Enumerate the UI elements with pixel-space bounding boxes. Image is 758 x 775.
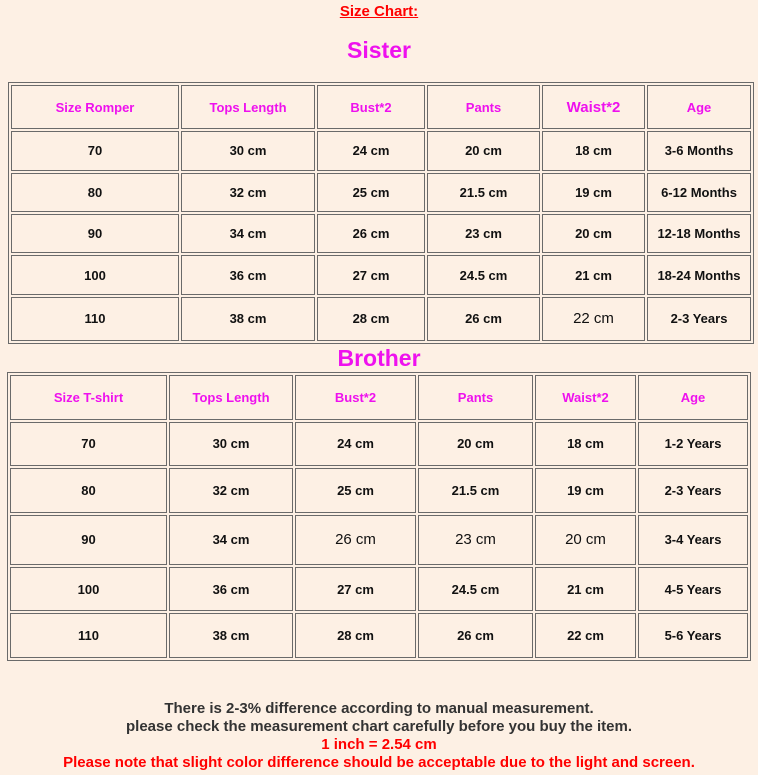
notes-block bbox=[0, 700, 758, 772]
table-cell: 24 cm bbox=[317, 131, 425, 170]
table-cell: 38 cm bbox=[169, 613, 293, 658]
brother-title: Brother bbox=[337, 345, 421, 371]
table-cell: 25 cm bbox=[295, 468, 416, 513]
table-row bbox=[11, 297, 751, 341]
size-chart-title: Size Chart: bbox=[339, 3, 419, 20]
header-cell: Pants bbox=[427, 85, 540, 129]
table-cell: 27 cm bbox=[295, 567, 416, 612]
table-row bbox=[11, 214, 751, 253]
table-cell: 12-18 Months bbox=[647, 214, 751, 253]
table-cell: 22 cm bbox=[542, 297, 645, 341]
table-row bbox=[10, 515, 748, 565]
table-row bbox=[11, 131, 751, 170]
table-cell: 26 cm bbox=[295, 515, 416, 565]
table-cell: 30 cm bbox=[181, 131, 315, 170]
table-cell: 25 cm bbox=[317, 173, 425, 212]
table-cell: 70 bbox=[10, 422, 167, 467]
table-cell: 100 bbox=[11, 255, 179, 294]
table-cell: 38 cm bbox=[181, 297, 315, 341]
table-cell: 5-6 Years bbox=[638, 613, 748, 658]
sister-size-table bbox=[8, 82, 754, 344]
table-cell: 110 bbox=[11, 297, 179, 341]
table-cell: 6-12 Months bbox=[647, 173, 751, 212]
header-cell: Bust*2 bbox=[317, 85, 425, 129]
table-header-row bbox=[11, 85, 751, 129]
table-cell: 19 cm bbox=[542, 173, 645, 212]
table-cell: 32 cm bbox=[169, 468, 293, 513]
table-cell: 27 cm bbox=[317, 255, 425, 294]
header-cell: Pants bbox=[418, 375, 533, 420]
note-inch-conversion: 1 inch = 2.54 cm bbox=[321, 736, 437, 753]
table-cell: 34 cm bbox=[181, 214, 315, 253]
table-cell: 4-5 Years bbox=[638, 567, 748, 612]
table-cell: 24.5 cm bbox=[418, 567, 533, 612]
table-cell: 1-2 Years bbox=[638, 422, 748, 467]
table-cell: 19 cm bbox=[535, 468, 636, 513]
table-cell: 26 cm bbox=[418, 613, 533, 658]
table-cell: 110 bbox=[10, 613, 167, 658]
table-cell: 28 cm bbox=[295, 613, 416, 658]
table-cell: 80 bbox=[10, 468, 167, 513]
table-cell: 20 cm bbox=[427, 131, 540, 170]
note-color-difference: Please note that slight color difference should be acceptable due to the light and screen. bbox=[63, 754, 695, 771]
brother-size-table bbox=[7, 372, 751, 661]
header-cell: Tops Length bbox=[169, 375, 293, 420]
table-cell: 18 cm bbox=[535, 422, 636, 467]
table-cell: 34 cm bbox=[169, 515, 293, 565]
table-cell: 100 bbox=[10, 567, 167, 612]
header-cell: Tops Length bbox=[181, 85, 315, 129]
table-cell: 90 bbox=[11, 214, 179, 253]
note-manual-measurement: There is 2-3% difference according to manual measurement. bbox=[164, 700, 594, 717]
sister-title: Sister bbox=[347, 37, 411, 63]
table-cell: 21.5 cm bbox=[418, 468, 533, 513]
header-cell: Waist*2 bbox=[542, 85, 645, 129]
table-cell: 20 cm bbox=[535, 515, 636, 565]
table-cell: 24.5 cm bbox=[427, 255, 540, 294]
table-cell: 2-3 Years bbox=[647, 297, 751, 341]
header-cell: Bust*2 bbox=[295, 375, 416, 420]
table-cell: 21 cm bbox=[542, 255, 645, 294]
table-cell: 21 cm bbox=[535, 567, 636, 612]
table-cell: 70 bbox=[11, 131, 179, 170]
table-row bbox=[10, 422, 748, 467]
table-cell: 2-3 Years bbox=[638, 468, 748, 513]
table-cell: 21.5 cm bbox=[427, 173, 540, 212]
table-cell: 28 cm bbox=[317, 297, 425, 341]
table-cell: 26 cm bbox=[427, 297, 540, 341]
table-cell: 30 cm bbox=[169, 422, 293, 467]
table-cell: 22 cm bbox=[535, 613, 636, 658]
table-cell: 26 cm bbox=[317, 214, 425, 253]
table-cell: 36 cm bbox=[169, 567, 293, 612]
table-cell: 80 bbox=[11, 173, 179, 212]
table-cell: 3-6 Months bbox=[647, 131, 751, 170]
header-cell: Size T-shirt bbox=[10, 375, 167, 420]
header-cell: Waist*2 bbox=[535, 375, 636, 420]
table-header-row bbox=[10, 375, 748, 420]
table-row bbox=[10, 567, 748, 612]
table-cell: 18 cm bbox=[542, 131, 645, 170]
table-cell: 23 cm bbox=[427, 214, 540, 253]
note-check-chart: please check the measurement chart carefully before you buy the item. bbox=[125, 718, 632, 735]
table-cell: 20 cm bbox=[542, 214, 645, 253]
header-cell: Age bbox=[638, 375, 748, 420]
table-cell: 90 bbox=[10, 515, 167, 565]
table-row bbox=[10, 613, 748, 658]
header-cell: Size Romper bbox=[11, 85, 179, 129]
table-cell: 3-4 Years bbox=[638, 515, 748, 565]
table-cell: 24 cm bbox=[295, 422, 416, 467]
table-cell: 23 cm bbox=[418, 515, 533, 565]
table-row bbox=[10, 468, 748, 513]
table-cell: 32 cm bbox=[181, 173, 315, 212]
header-cell: Age bbox=[647, 85, 751, 129]
table-row bbox=[11, 173, 751, 212]
table-cell: 36 cm bbox=[181, 255, 315, 294]
table-cell: 18-24 Months bbox=[647, 255, 751, 294]
table-cell: 20 cm bbox=[418, 422, 533, 467]
table-row bbox=[11, 255, 751, 294]
